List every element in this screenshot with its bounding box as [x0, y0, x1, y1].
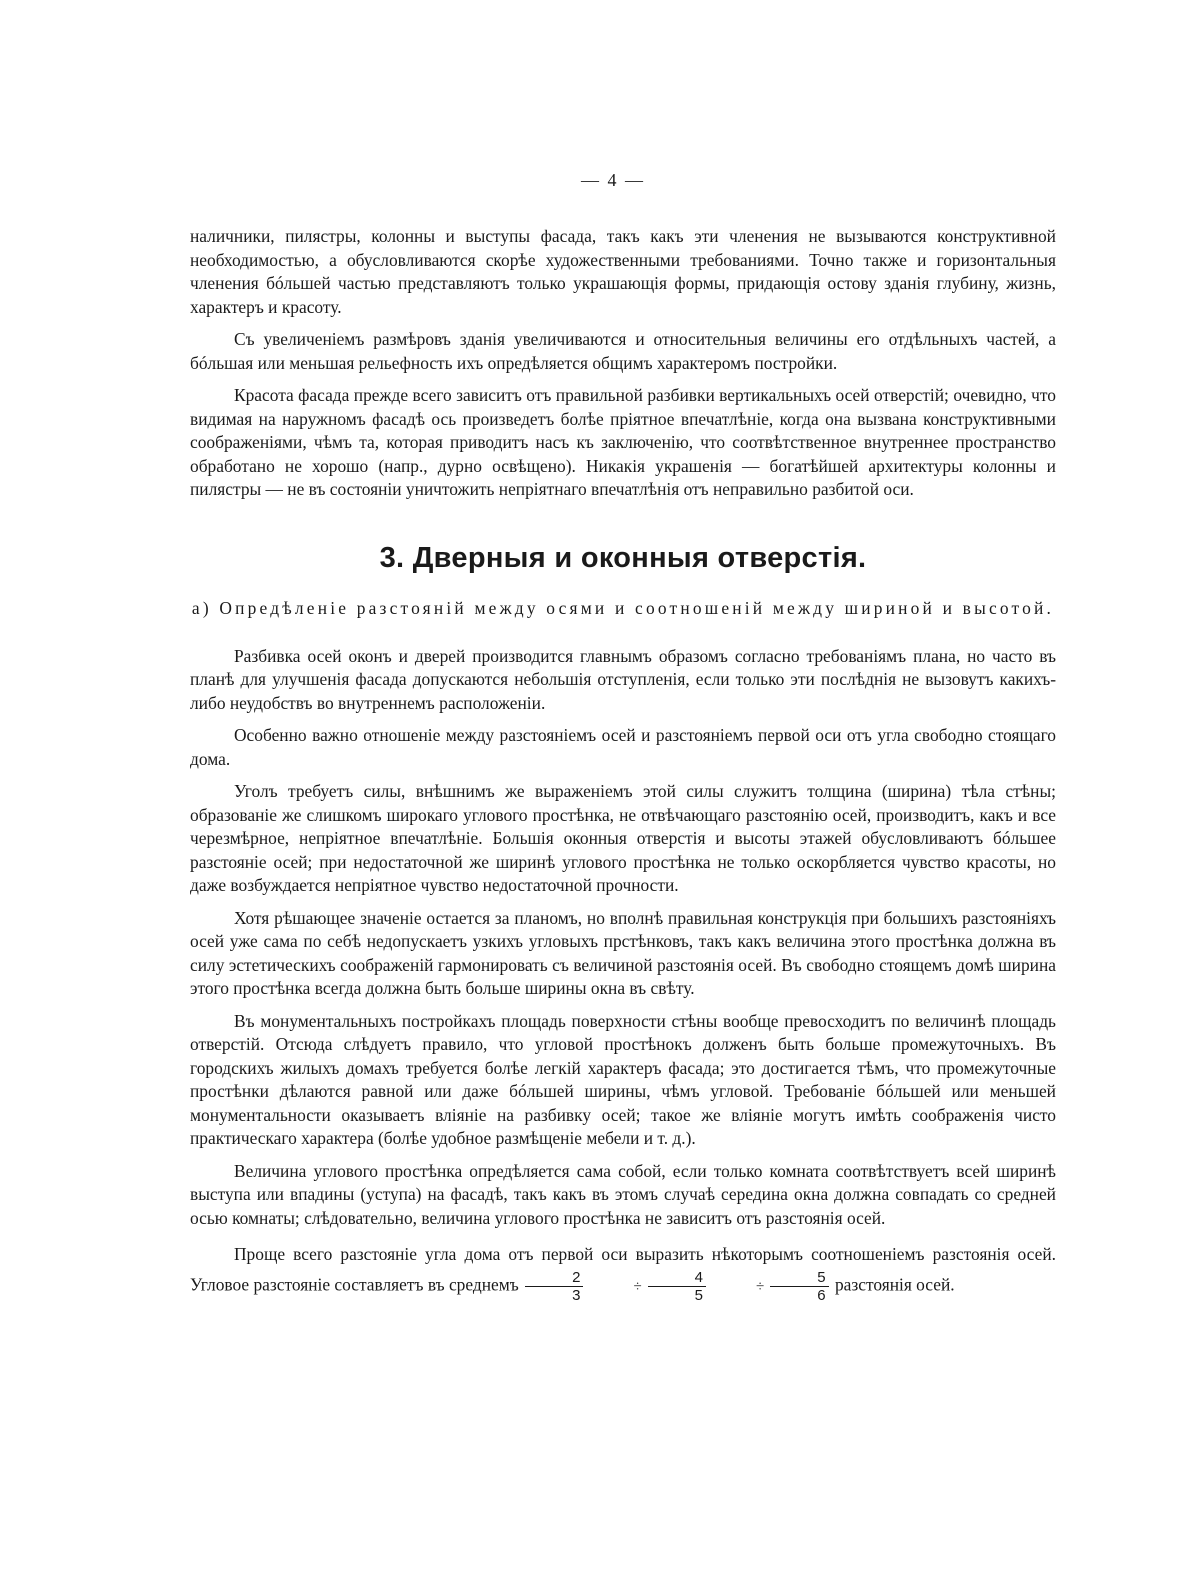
document-page — [190, 170, 1056, 1313]
paragraph: Съ увеличеніемъ размѣровъ зданія увеличиваются и относительныя величины его отдѣльныхъ частей, а бóльшая или меньшая рельефность ихъ опредѣляется общимъ характеромъ постройки. — [190, 329, 1056, 373]
page-number: — 4 — — [581, 170, 645, 190]
paragraph: Уголъ требуетъ силы, внѣшнимъ же выраженіемъ этой силы служитъ толщина (ширина) тѣла стѣны; образованіе же слишкомъ широкаго углового простѣнка, не отвѣчающаго разстоянію осей, производитъ, какъ и все черезмѣрное, непріятное впечатлѣніе. Большія оконныя отверстія и высоты этажей обусловливаютъ бóльшее разстояніе осей; при недостаточной же ширинѣ углового простѣнка не только оскорбляется чувство красоты, но даже возбуждается непріятное чувство недостаточной прочности. — [190, 781, 1056, 895]
paragraph: Красота фасада прежде всего зависитъ отъ правильной разбивки вертикальныхъ осей отверстій; очевидно, что видимая на наружномъ фасадѣ ось произведетъ болѣе пріятное впечатлѣніе, когда она вызвана конструктивными соображеніями, чѣмъ та, которая приводитъ насъ къ заключенію, что соотвѣтственное внутреннее пространство обработано не хорошо (напр., дурно освѣщено). Никакія украшенія — богатѣйшей архитектуры колонны и пилястры — не въ состояніи уничтожить непріятнаго впечатлѣнія отъ неправильно разбитой оси. — [190, 385, 1056, 499]
fraction-denominator: 5 — [694, 1287, 704, 1304]
paragraph-text: разстоянія осей. — [834, 1274, 955, 1295]
section-title: 3. Дверныя и оконныя отверстія. — [379, 541, 867, 574]
fraction-separator: ÷ — [633, 1278, 642, 1295]
paragraph: Величина углового простѣнка опредѣляется сама собой, если только комната соотвѣтствуетъ всей ширинѣ выступа или впадины (уступа) на фасадѣ, такъ какъ въ этомъ случаѣ середина окна должна совпадать со средней осью комнаты; слѣдовательно, величина углового простѣнка не зависитъ отъ разстоянія осей. — [190, 1160, 1056, 1228]
paragraph: наличники, пилястры, колонны и выступы фасада, такъ какъ эти членения не вызываются конструктивной необходимостью, а обусловливаются скорѣе художественными требованиями. Точно также и горизонтальныя членения бóльшей частью представляютъ только украшающія формы, придающія остову зданія глубину, жизнь, характеръ и красоту. — [190, 226, 1056, 317]
fraction-numerator: 2 — [525, 1269, 583, 1287]
fraction-numerator: 4 — [648, 1269, 706, 1287]
paragraph: Особенно важно отношеніе между разстояніемъ осей и разстояніемъ первой оси отъ угла свободно стоящаго дома. — [190, 725, 1056, 769]
fraction — [525, 1269, 583, 1304]
fraction-separator: ÷ — [756, 1278, 765, 1295]
subsection-title: а) Опредѣленіе разстояній между осями и соотношеній между шириной и высотой. — [191, 597, 1055, 618]
fraction-numerator: 5 — [770, 1269, 828, 1287]
paragraph: Разбивка осей оконъ и дверей производится главнымъ образомъ согласно требованіямъ плана, но часто въ планѣ для улучшенія фасада допускаются небольшія отступленія, если только эти послѣднія не вызовутъ какихъ-либо неудобствъ во внутреннемъ расположеніи. — [190, 645, 1056, 713]
paragraph-text: Проще всего разстояніе угла дома отъ первой оси выразить нѣкоторымъ соотношеніемъ разстоянія осей. Угловое разстояніе составляетъ въ среднемъ — [190, 1244, 1056, 1295]
fraction-denominator: 3 — [572, 1287, 581, 1304]
paragraph-with-fractions — [190, 1239, 1056, 1304]
fraction — [770, 1269, 828, 1304]
paragraph: Въ монументальныхъ постройкахъ площадь поверхности стѣны вообще превосходитъ по величинѣ площадь отверстій. Отсюда слѣдуетъ правило, что угловой простѣнокъ долженъ быть больше промежуточныхъ. Въ городскихъ жилыхъ домахъ требуется болѣе легкій характеръ фасада; это достигается тѣмъ, что промежуточные простѣнки дѣлаются равной или даже бóльшей ширины, чѣмъ угловой. Требованіе бóльшей или меньшей монументальности оказываетъ вліяніе на разбивку осей; такое же вліяніе могутъ имѣть соображенія чисто практическаго характера (болѣе удобное размѣщеніе мебели и т. д.). — [190, 1010, 1056, 1148]
fraction-denominator: 6 — [817, 1287, 826, 1304]
paragraph: Хотя рѣшающее значеніе остается за планомъ, но вполнѣ правильная конструкція при большихъ разстояніяхъ осей уже сама по себѣ недопускаетъ узкихъ угловыхъ прстѣнковъ, такъ какъ величина этого простѣнка должна въ силу эстетическихъ соображеній гармонировать съ величиной разстоянія осей. Въ свободно стоящемъ домѣ ширина этого простѣнка всегда должна быть больше ширины окна въ свѣту. — [190, 907, 1056, 998]
fraction — [648, 1269, 706, 1304]
